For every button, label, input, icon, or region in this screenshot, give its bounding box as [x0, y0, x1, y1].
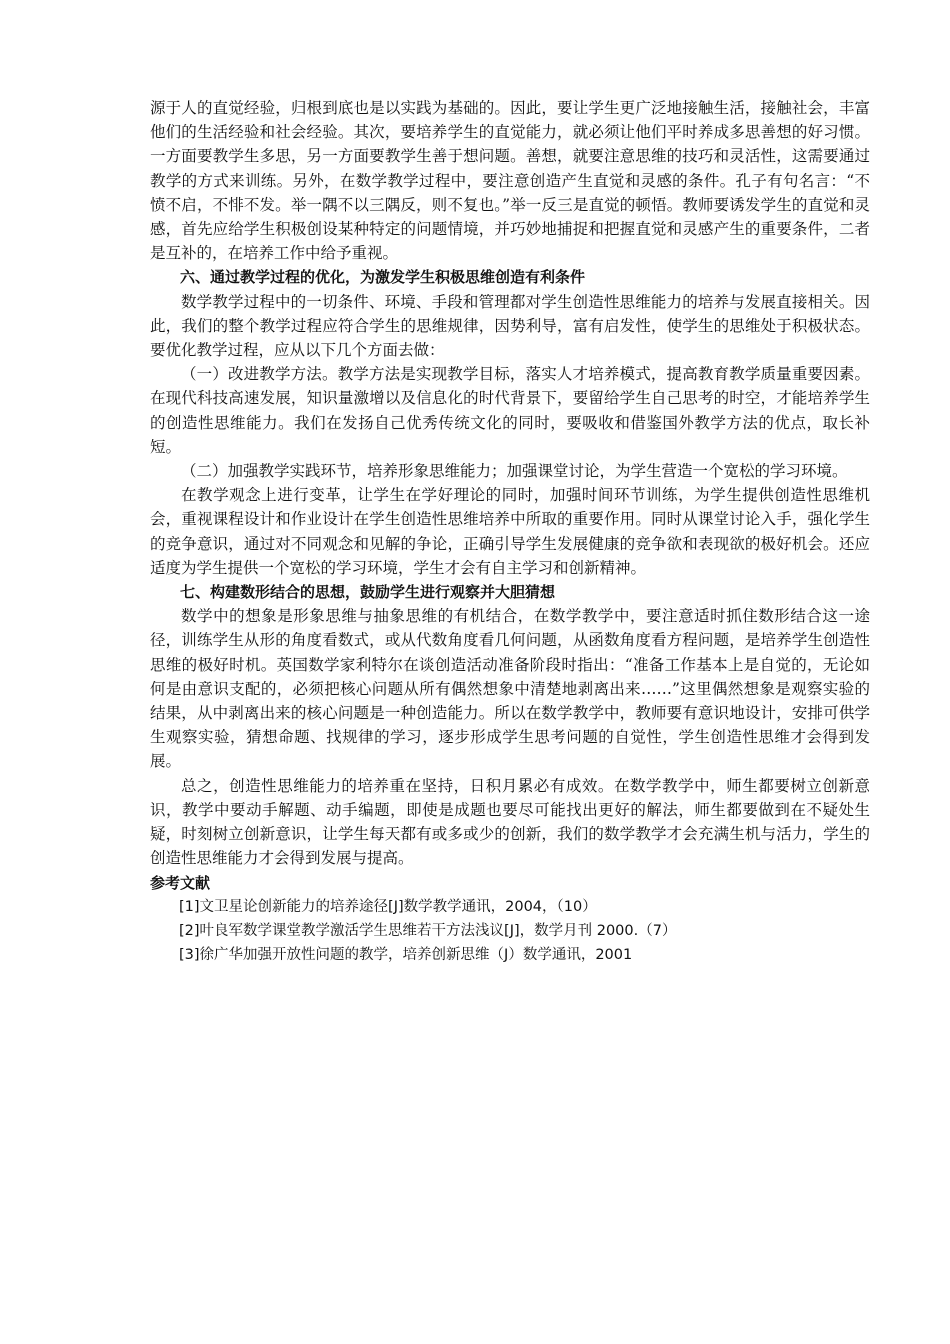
body-paragraph: 数学教学过程中的一切条件、环境、手段和管理都对学生创造性思维能力的培养与发展直接相关。因此，我们的整个教学过程应符合学生的思维规律，因势利导，富有启发性，使学生的思维处于积极状态。要优化教学过程，应从以下几个方面去做：	[150, 292, 870, 360]
reference-item: [2]叶良军数学课堂教学激活学生思维若干方法浅议[J]，数学月刊 2000.（7）	[179, 922, 677, 939]
body-paragraph: 源于人的直觉经验，归根到底也是以实践为基础的。因此，要让学生更广泛地接触生活，接触社会，丰富他们的生活经验和社会经验。其次，要培养学生的直觉能力，就必须让他们平时养成多思善想的好习惯。一方面要教学生多思，另一方面要教学生善于想问题。善想，就要注意思维的技巧和灵活性，这需要通过教学的方式来训练。另外，在数学教学过程中，要注意创造产生直觉和灵感的条件。孔子有句名言：“不愤不启，不悱不发。举一隅不以三隅反，则不复也。”举一反三是直觉的顿悟。教师要诱发学生的直觉和灵感，首先应给学生积极创设某种特定的问题情境，并巧妙地捕捉和把握直觉和灵感产生的重要条件，二者是互补的，在培养工作中给予重视。	[150, 99, 870, 263]
section-heading-7: 七、构建数形结合的思想，鼓励学生进行观察并大胆猜想	[180, 583, 556, 602]
reference-item: [1]文卫星论创新能力的培养途径[J]数学教学通讯，2004，（10）	[179, 898, 597, 915]
references-title: 参考文献	[150, 873, 211, 892]
body-paragraph: （一）改进教学方法。教学方法是实现教学目标，落实人才培养模式，提高教育教学质量重要因素。在现代科技高速发展，知识量激增以及信息化的时代背景下，要留给学生自己思考的时空，才能培养学生的创造性思维能力。我们在发扬自己优秀传统文化的同时，要吸收和借鉴国外教学方法的优点，取长补短。	[150, 365, 870, 456]
body-paragraph: （二）加强教学实践环节，培养形象思维能力；加强课堂讨论，为学生营造一个宽松的学习环境。	[181, 462, 848, 481]
section-heading-6: 六、通过教学过程的优化，为激发学生积极思维创造有利条件	[180, 268, 586, 287]
document-page	[150, 96, 870, 967]
body-paragraph: 在教学观念上进行变革，让学生在学好理论的同时，加强时间环节训练，为学生提供创造性思维机会，重视课程设计和作业设计在学生创造性思维培养中所取的重要作用。同时从课堂讨论入手，强化学生的竞争意识，通过对不同观念和见解的争论，正确引导学生发展健康的竞争欲和表现欲的极好机会。还应适度为学生提供一个宽松的学习环境，学生才会有自主学习和创新精神。	[150, 486, 870, 577]
body-paragraph: 数学中的想象是形象思维与抽象思维的有机结合，在数学教学中，要注意适时抓住数形结合这一途径，训练学生从形的角度看数式，或从代数角度看几何问题，从函数角度看方程问题，是培养学生创造性思维的极好时机。英国数学家利特尔在谈创造活动准备阶段时指出：“准备工作基本上是自觉的，无论如何是由意识支配的，必须把核心问题从所有偶然想象中清楚地剥离出来……”这里偶然想象是观察实验的结果，从中剥离出来的核心问题是一种创造能力。所以在数学教学中，教师要有意识地设计，安排可供学生观察实验，猜想命题、找规律的学习，逐步形成学生思考问题的自觉性，学生创造性思维才会得到发展。	[150, 607, 870, 771]
body-paragraph: 总之，创造性思维能力的培养重在坚持，日积月累必有成效。在数学教学中，师生都要树立创新意识，教学中要动手解题、动手编题，即使是成题也要尽可能找出更好的解法，师生都要做到在不疑处生疑，时刻树立创新意识，让学生每天都有或多或少的创新，我们的数学教学才会充满生机与活力，学生的创造性思维能力才会得到发展与提高。	[150, 776, 870, 868]
reference-item: [3]徐广华加强开放性问题的教学，培养创新思维（J）数学通讯，2001	[179, 947, 633, 964]
